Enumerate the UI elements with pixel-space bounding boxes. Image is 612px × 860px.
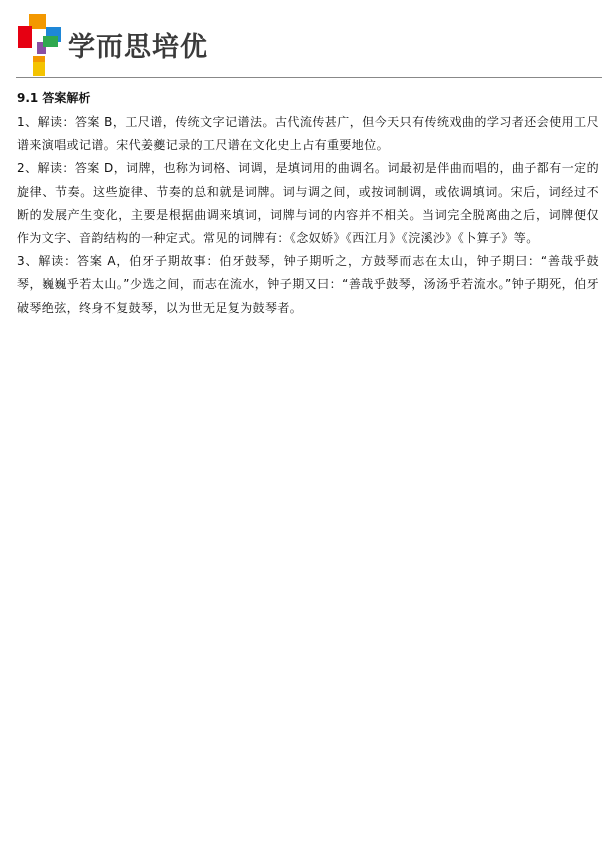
answer-section <box>17 88 599 320</box>
answer-paragraph-1: 1、解读：答案 B，工尺谱，传统文字记谱法。古代流传甚广，但今天只有传统戏曲的学习者还会使用工尺谱来演唱或记谱。宋代姜夔记录的工尺谱在文化史上占有重要地位。 <box>17 115 599 153</box>
page-header <box>16 14 596 76</box>
answer-paragraph-2: 2、解读：答案 D，词牌，也称为词格、词调，是填词用的曲调名。词最初是伴曲而唱的，曲子都有一定的旋律、节奏。这些旋律、节奏的总和就是词牌。词与调之间，或按词制调，或依调填词。宋后，词经过不断的发展产生变化，主要是根据曲调来填词，词牌与词的内容并不相关。当词完全脱离曲之后，词牌便仅作为文字、音韵结构的一种定式。常见的词牌有：《念奴娇》《西江月》《浣溪沙》《卜算子》等。 <box>17 161 599 246</box>
header-divider <box>16 77 602 78</box>
brand-name: 学而思培优 <box>68 32 208 63</box>
xueersi-logo-icon <box>16 14 64 76</box>
answer-paragraph-3: 3、解读：答案 A，伯牙子期故事：伯牙鼓琴，钟子期听之，方鼓琴而志在太山，钟子期曰：“善哉乎鼓琴，巍巍乎若太山。”少选之间，而志在流水，钟子期又曰：“善哉乎鼓琴，汤汤乎若流水。”钟子期死，伯牙破琴绝弦，终身不复鼓琴，以为世无足复为鼓琴者。 <box>17 254 599 315</box>
section-title: 9.1 答案解析 <box>17 91 91 105</box>
